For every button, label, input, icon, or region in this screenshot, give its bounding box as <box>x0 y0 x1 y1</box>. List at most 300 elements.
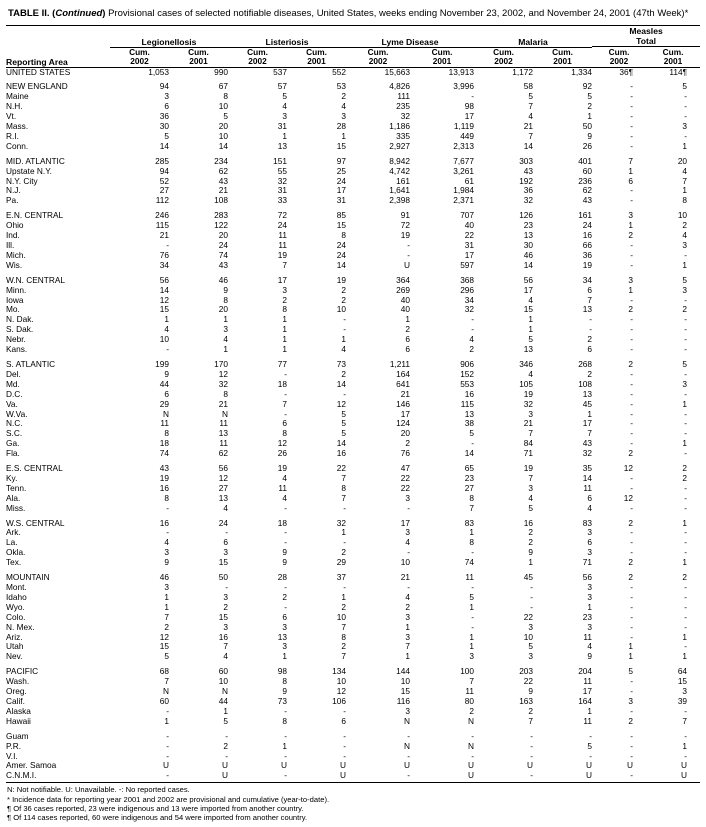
row-value: U <box>527 760 534 771</box>
row-value: 5 <box>341 418 347 429</box>
row-value: - <box>630 388 634 399</box>
row-value: 11 <box>583 631 593 642</box>
row-value: 50 <box>582 121 593 132</box>
row-area-label: W.N. CENTRAL <box>6 274 66 285</box>
row-value: 11 <box>160 418 169 429</box>
row-value: 3 <box>587 591 593 602</box>
row-value: 14 <box>336 438 347 449</box>
row-value: 192 <box>519 175 534 186</box>
table-row <box>6 419 700 429</box>
row-value: 199 <box>155 358 169 369</box>
row-value: 1 <box>587 111 593 122</box>
row-value: 16 <box>582 230 593 241</box>
row-value: N <box>222 686 229 697</box>
row-value: 2 <box>528 705 534 716</box>
table-row <box>6 276 700 286</box>
row-value: 39 <box>677 695 688 706</box>
row-value: 32 <box>218 378 229 389</box>
row-value: 10 <box>400 557 411 568</box>
table-row <box>6 231 700 241</box>
row-value: 2 <box>341 547 347 558</box>
row-value: - <box>225 750 229 761</box>
row-value: 38 <box>464 418 475 429</box>
row-value: 21 <box>523 121 534 132</box>
row-value: 303 <box>519 155 534 166</box>
row-value: 9 <box>528 686 534 697</box>
lbl-year: 2002 <box>130 56 149 66</box>
row-value: - <box>471 750 475 761</box>
row-value: 1 <box>282 334 288 345</box>
row-value: 126 <box>519 210 534 221</box>
row-value: 57 <box>277 81 288 92</box>
row-value: 32 <box>400 111 411 122</box>
row-value: - <box>630 195 634 206</box>
row-value: 4 <box>682 165 688 176</box>
footnote-line: ¶ Of 114 cases reported, 60 were indigenous and 54 were imported from another country. <box>7 813 308 823</box>
row-area-label: Oreg. <box>6 686 27 697</box>
row-value: 2 <box>405 324 411 335</box>
row-value: - <box>343 582 347 592</box>
header-legionellosis-cum2001 <box>169 47 228 67</box>
row-value: 43 <box>159 463 169 474</box>
row-value: 335 <box>396 130 411 141</box>
row-value: - <box>630 770 634 781</box>
lbl-year: 2002 <box>494 56 513 66</box>
row-value: 3 <box>223 591 229 602</box>
table-row <box>6 439 700 449</box>
row-value: 3 <box>164 547 169 558</box>
row-value: 14 <box>159 140 169 151</box>
row-value: 43 <box>218 175 229 186</box>
row-value: 1 <box>282 324 288 335</box>
row-value: 6 <box>587 344 593 355</box>
row-value: - <box>284 750 288 761</box>
row-area-label: Mass. <box>6 121 29 132</box>
table-row <box>6 157 700 167</box>
row-value: 7 <box>469 676 475 687</box>
row-value: - <box>630 676 634 687</box>
row-area-label: N.J. <box>6 185 21 196</box>
header-malaria-cum2002 <box>474 47 533 67</box>
row-value: 44 <box>218 695 229 706</box>
row-value: 1 <box>528 314 534 325</box>
row-value: 2 <box>628 517 634 528</box>
row-value: 2 <box>587 334 593 345</box>
row-value: 46 <box>523 249 534 260</box>
table-row <box>6 241 700 251</box>
table-row <box>6 370 700 380</box>
row-value: 98 <box>277 666 288 677</box>
row-value: 124 <box>396 418 411 429</box>
row-value: 16 <box>523 517 534 528</box>
row-value: 1 <box>628 641 634 652</box>
row-value: 45 <box>582 398 593 409</box>
table-row <box>6 642 700 652</box>
row-value: 72 <box>400 220 411 231</box>
row-value: 6 <box>587 537 593 548</box>
row-value: 152 <box>460 368 475 379</box>
row-value: 73 <box>277 695 288 706</box>
row-value: 1 <box>682 438 688 449</box>
row-value: 3 <box>405 527 411 538</box>
row-value: 12 <box>623 492 634 503</box>
row-value: 1 <box>628 651 634 662</box>
row-value: 66 <box>582 240 593 250</box>
row-area-label: Upstate N.Y. <box>6 165 52 176</box>
row-value: 14 <box>464 448 475 459</box>
table-row <box>6 167 700 177</box>
row-area-label: C.N.M.I. <box>6 770 37 781</box>
row-value: 8 <box>282 715 288 726</box>
row-value: - <box>684 428 688 439</box>
row-value: 1 <box>682 140 688 151</box>
group-malaria: Malaria <box>474 26 592 48</box>
row-value: 68 <box>159 666 169 677</box>
row-area-label: PACIFIC <box>6 666 39 677</box>
row-value: 19 <box>582 259 593 270</box>
row-value: 5 <box>528 502 534 513</box>
row-value: 1 <box>682 185 688 196</box>
table-row <box>6 221 700 231</box>
row-value: 5 <box>628 666 634 677</box>
row-value: 204 <box>578 666 593 677</box>
row-value: 1 <box>469 641 475 652</box>
row-value: - <box>407 502 411 513</box>
header-listeriosis-cum2001 <box>287 47 346 67</box>
row-value: 8 <box>469 537 475 548</box>
row-value: 21 <box>400 572 411 583</box>
row-value: 161 <box>396 175 411 186</box>
row-area-label: N.Y. City <box>6 175 38 186</box>
row-value: 3 <box>587 547 593 558</box>
row-value: 4 <box>682 230 688 241</box>
row-value: 5 <box>282 91 288 102</box>
row-value: 1 <box>682 557 688 568</box>
row-value: 43 <box>218 259 229 270</box>
row-value: 46 <box>159 572 169 583</box>
row-value: 10 <box>159 334 169 345</box>
row-area-label: Vt. <box>6 111 17 122</box>
row-value: 2 <box>628 715 634 726</box>
row-value: 1 <box>341 334 347 345</box>
row-value: - <box>530 750 534 761</box>
row-value: 9 <box>164 557 169 568</box>
row-value: 5 <box>341 428 347 439</box>
row-value: - <box>630 502 634 513</box>
row-value: - <box>684 249 688 260</box>
row-value: - <box>166 344 169 355</box>
row-value: 1 <box>341 130 347 141</box>
row-value: 449 <box>460 130 475 141</box>
table-row <box>6 261 700 271</box>
row-value: 4 <box>587 502 593 513</box>
row-value: - <box>630 398 634 409</box>
row-value: - <box>284 388 288 399</box>
row-value: 8 <box>341 230 347 241</box>
header-group-row <box>6 26 700 48</box>
row-value: 1,211 <box>389 358 411 369</box>
row-value: 18 <box>277 378 288 389</box>
row-value: 2,371 <box>453 195 475 206</box>
row-value: 24 <box>582 220 593 231</box>
row-value: U <box>586 770 593 781</box>
row-value: 8 <box>164 492 169 503</box>
row-value: 3 <box>628 210 634 221</box>
row-value: - <box>471 438 475 449</box>
lbl-cum: Cum. <box>129 46 150 57</box>
row-value: 1 <box>528 557 534 568</box>
row-value: 23 <box>582 611 593 622</box>
row-value: 19 <box>159 472 169 483</box>
row-value: 2 <box>587 368 593 379</box>
row-value: 14 <box>336 378 347 389</box>
row-value: 1,984 <box>453 185 475 196</box>
table-row <box>6 484 700 494</box>
row-value: 15 <box>523 304 534 315</box>
row-value: 74 <box>218 249 229 260</box>
row-value: 3 <box>587 527 593 538</box>
table-row <box>6 667 700 677</box>
row-value: 24 <box>218 240 229 250</box>
row-value: 5 <box>164 651 169 662</box>
row-value: 8 <box>282 304 288 315</box>
group-measles-line1: Measles <box>629 26 663 36</box>
row-value: 74 <box>159 448 169 459</box>
row-value: 3,261 <box>453 165 475 176</box>
row-value: - <box>407 582 411 592</box>
row-value: 47 <box>400 463 411 474</box>
row-value: 6 <box>164 101 169 112</box>
row-value: 43 <box>523 165 534 176</box>
row-value: 20 <box>400 428 411 439</box>
row-value: - <box>630 527 634 538</box>
row-area-label: NEW ENGLAND <box>6 81 68 92</box>
row-value: 26 <box>582 140 593 151</box>
row-value: 161 <box>578 210 593 221</box>
row-value: - <box>684 111 688 122</box>
footnotes <box>6 785 700 823</box>
footnote-divider <box>6 782 700 783</box>
row-value: 64 <box>677 666 688 677</box>
table-row <box>6 474 700 484</box>
row-value: 21 <box>218 398 229 409</box>
row-value: 34 <box>464 294 475 305</box>
row-value: 9 <box>587 130 593 141</box>
row-value: 32 <box>336 517 347 528</box>
row-value: 5 <box>469 428 475 439</box>
row-value: - <box>684 388 688 399</box>
row-value: 76 <box>400 448 411 459</box>
row-value: - <box>166 502 169 513</box>
row-value: 13 <box>277 631 288 642</box>
row-value: 368 <box>460 274 475 285</box>
row-value: 13 <box>523 230 534 241</box>
row-value: U <box>681 760 688 771</box>
row-value: 3 <box>682 284 688 295</box>
table-row <box>6 186 700 196</box>
row-value: - <box>684 601 688 612</box>
row-value: - <box>284 537 288 548</box>
row-value: 8 <box>341 482 347 493</box>
table-header <box>6 26 700 68</box>
row-value: 1,119 <box>453 121 475 132</box>
row-value: - <box>166 240 169 250</box>
row-value: 14 <box>523 140 534 151</box>
table-row <box>6 360 700 370</box>
row-value: 12 <box>159 631 169 642</box>
row-value: 33 <box>277 195 288 206</box>
row-value: 71 <box>523 448 534 459</box>
row-value: 112 <box>155 195 169 206</box>
row-value: - <box>630 334 634 345</box>
table-row <box>6 464 700 474</box>
row-value: 91 <box>400 210 411 221</box>
row-area-label: Nebr. <box>6 334 26 345</box>
row-value: - <box>166 730 169 741</box>
row-value: 83 <box>582 517 593 528</box>
row-value: 7 <box>528 428 534 439</box>
row-value: U <box>340 770 347 781</box>
row-value: 61 <box>464 175 475 186</box>
row-value: 5 <box>164 130 169 141</box>
row-value: 552 <box>332 66 347 77</box>
row-value: 7 <box>528 101 534 112</box>
row-area-label: Ind. <box>6 230 20 241</box>
row-value: 10 <box>336 304 347 315</box>
row-value: 1 <box>341 591 347 602</box>
header-sub-row <box>6 47 700 67</box>
table-row <box>6 687 700 697</box>
row-value: 9 <box>282 686 288 697</box>
row-area-label: Md. <box>6 378 20 389</box>
row-value: 31 <box>336 195 347 206</box>
row-value: 1 <box>164 601 169 612</box>
row-value: 6 <box>282 611 288 622</box>
row-value: - <box>284 730 288 741</box>
row-area-label: N.H. <box>6 101 23 112</box>
lbl-year: 2002 <box>248 56 267 66</box>
row-value: - <box>684 294 688 305</box>
row-value: 3 <box>682 121 688 132</box>
table-row <box>6 410 700 420</box>
row-value: 1 <box>223 344 229 355</box>
row-value: - <box>284 705 288 716</box>
row-value: U <box>468 770 475 781</box>
row-value: - <box>684 527 688 538</box>
table-body <box>6 67 700 781</box>
row-value: 56 <box>582 572 593 583</box>
row-value: 3 <box>528 482 534 493</box>
row-value: 285 <box>155 155 169 166</box>
row-value: 1 <box>405 621 411 632</box>
row-value: 8 <box>469 492 475 503</box>
row-value: 105 <box>519 378 534 389</box>
row-value: U <box>404 259 411 270</box>
row-value: U <box>468 760 475 771</box>
row-value: 11 <box>278 240 288 250</box>
row-value: 43 <box>582 195 593 206</box>
row-value: 7 <box>682 715 688 726</box>
row-value: - <box>630 621 634 632</box>
row-value: 9 <box>164 368 169 379</box>
row-value: 9 <box>223 284 229 295</box>
row-value: 1 <box>282 651 288 662</box>
row-value: 11 <box>219 438 229 449</box>
row-value: 4 <box>164 537 169 548</box>
row-value: 17 <box>582 686 593 697</box>
row-value: 203 <box>519 666 534 677</box>
row-value: 1 <box>682 259 688 270</box>
row-value: - <box>630 121 634 132</box>
row-value: - <box>530 601 534 612</box>
table-row <box>6 697 700 707</box>
row-value: 1 <box>628 220 634 231</box>
row-value: - <box>343 314 347 325</box>
row-value: 17 <box>400 517 411 528</box>
row-value: 15 <box>677 676 688 687</box>
row-area-label: Okla. <box>6 547 26 558</box>
row-value: U <box>586 760 593 771</box>
row-value: 13 <box>582 304 593 315</box>
row-value: 14 <box>582 472 593 483</box>
row-value: 22 <box>523 676 534 687</box>
row-value: 16 <box>159 517 169 528</box>
table-row <box>6 211 700 221</box>
table-row <box>6 67 700 77</box>
row-value: 144 <box>396 666 411 677</box>
row-value: - <box>630 81 634 92</box>
row-value: 35 <box>582 463 593 474</box>
table-row <box>6 345 700 355</box>
row-value: 537 <box>273 66 288 77</box>
row-value: 27 <box>159 185 169 196</box>
row-value: 62 <box>582 185 593 196</box>
row-value: 4 <box>587 641 593 652</box>
row-value: 234 <box>214 155 229 166</box>
row-area-label: R.I. <box>6 130 19 141</box>
row-value: 1 <box>405 314 411 325</box>
row-value: - <box>407 249 411 260</box>
row-value: 10 <box>336 676 347 687</box>
row-value: 1 <box>223 705 229 716</box>
row-value: - <box>684 537 688 548</box>
row-value: 3 <box>469 651 475 662</box>
row-value: 19 <box>336 274 347 285</box>
row-area-label: Kans. <box>6 344 28 355</box>
row-value: 1 <box>682 398 688 409</box>
row-value: - <box>630 750 634 761</box>
row-value: 2 <box>682 220 688 231</box>
row-value: 84 <box>523 438 534 449</box>
row-value: U <box>281 760 288 771</box>
row-value: 108 <box>578 378 593 389</box>
row-value: - <box>630 249 634 260</box>
lbl-cum: Cum. <box>493 46 514 57</box>
row-value: 17 <box>523 284 534 295</box>
group-listeriosis: Listeriosis <box>228 26 346 48</box>
row-value: 27 <box>464 482 475 493</box>
row-value: 34 <box>159 259 169 270</box>
row-value: - <box>630 140 634 151</box>
row-value: - <box>684 368 688 379</box>
table-row <box>6 623 700 633</box>
row-area-label: Del. <box>6 368 21 379</box>
row-value: 707 <box>460 210 475 221</box>
row-value: 50 <box>218 572 229 583</box>
row-value: - <box>284 502 288 513</box>
row-value: 3 <box>405 611 411 622</box>
row-value: 80 <box>464 695 475 706</box>
